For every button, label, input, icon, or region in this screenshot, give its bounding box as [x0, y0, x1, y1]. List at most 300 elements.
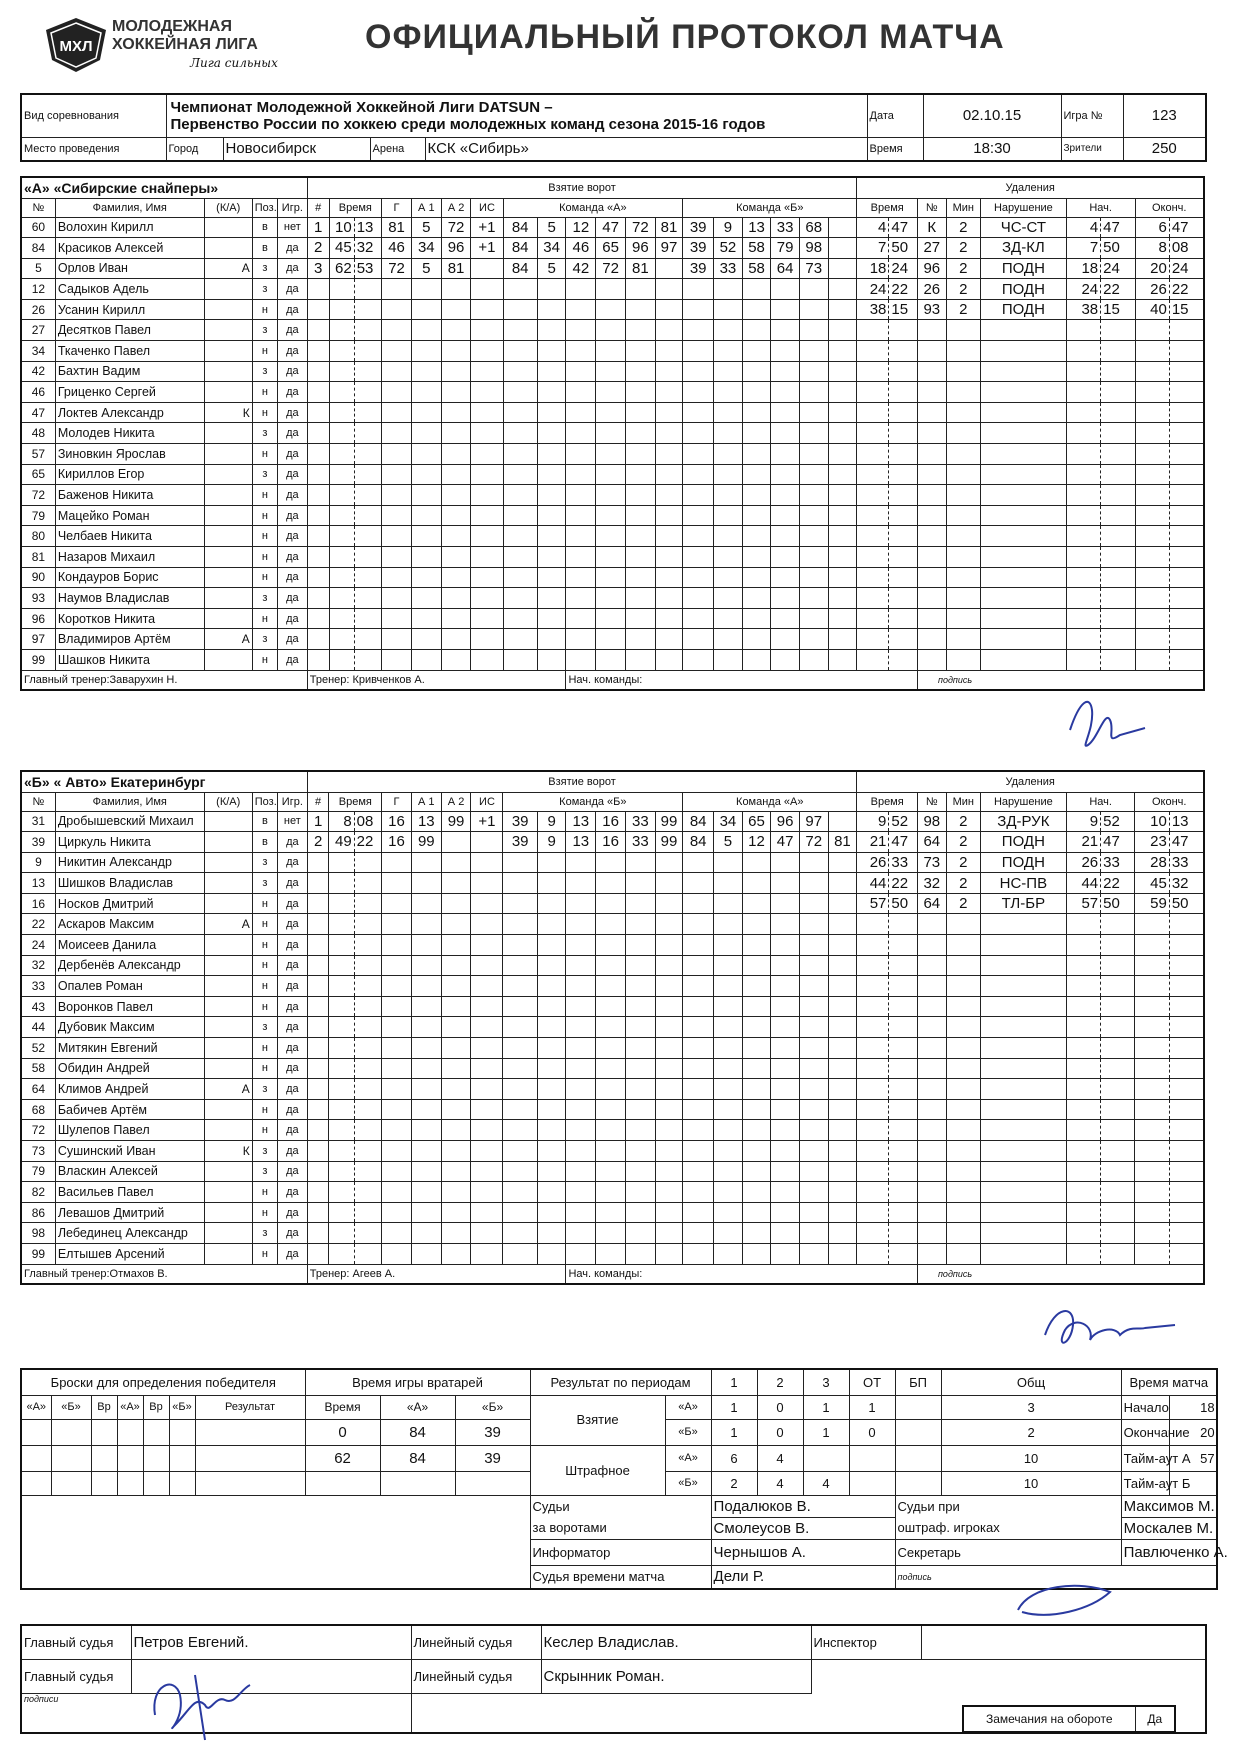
player-played: да — [277, 444, 307, 465]
penalty-player — [917, 1120, 946, 1141]
on-ice-other: 58 — [742, 258, 771, 279]
on-ice-own — [503, 341, 537, 362]
player-number: 42 — [21, 361, 55, 382]
penalty-start-sec — [1101, 1038, 1135, 1059]
penalty-violation — [980, 464, 1066, 485]
on-ice-own — [566, 567, 596, 588]
player-played: да — [277, 1017, 307, 1038]
player-name: Гриценко Сергей — [55, 382, 204, 403]
penalty-end-sec: 22 — [1169, 279, 1204, 300]
captain-mark — [204, 1243, 252, 1264]
goal-scorer — [382, 485, 412, 506]
on-ice-other — [799, 526, 828, 547]
penalty-player — [918, 444, 947, 465]
goal-scorer — [382, 444, 412, 465]
penalty-end-min — [1135, 526, 1169, 547]
player-name: Дубовик Максим — [55, 1017, 204, 1038]
period-header: ОТ — [849, 1369, 895, 1395]
penalty-seconds: 47 — [889, 217, 918, 238]
on-ice-other — [683, 423, 714, 444]
on-ice-other — [683, 402, 714, 423]
on-ice-other — [714, 464, 743, 485]
venue-label: Место проведения — [21, 137, 166, 161]
on-ice-own — [503, 567, 537, 588]
goal-number: 1 — [307, 811, 329, 832]
on-ice-other — [799, 423, 828, 444]
on-ice-own — [537, 629, 566, 650]
on-ice-other — [828, 1182, 857, 1203]
penalty-player — [917, 1099, 946, 1120]
on-ice-own — [503, 1017, 537, 1038]
penalty-length — [946, 1223, 980, 1244]
on-ice-other — [714, 526, 743, 547]
on-ice-own: 97 — [655, 238, 682, 259]
goal-seconds — [354, 1182, 381, 1203]
player-played: да — [277, 526, 307, 547]
penalty-minutes — [857, 1079, 889, 1100]
on-ice-own — [625, 976, 655, 997]
penalty-end-sec: 33 — [1169, 852, 1204, 873]
on-ice-own — [625, 402, 655, 423]
penalty-end-min — [1135, 1182, 1169, 1203]
penalty-end-min: 26 — [1135, 279, 1169, 300]
team-sign-label: подпись — [917, 1264, 1204, 1284]
period-goals-b — [895, 1419, 941, 1445]
spectators-value: 250 — [1123, 137, 1206, 161]
on-ice-other: 12 — [742, 832, 771, 853]
goal-situation — [471, 649, 503, 670]
penalty-length: 2 — [946, 217, 980, 238]
remarks-value: Да — [1135, 1706, 1175, 1732]
goal-number — [307, 976, 329, 997]
on-ice-own — [625, 914, 655, 935]
player-played: да — [277, 832, 307, 853]
penalty-end-min — [1135, 567, 1169, 588]
pen-judges-label: Судьи при — [895, 1495, 1121, 1517]
period-header: 3 — [803, 1369, 849, 1395]
penalty-length — [946, 423, 980, 444]
player-played: да — [277, 1038, 307, 1059]
player-row — [21, 996, 1204, 1017]
penalty-player: 32 — [917, 873, 946, 894]
player-row — [21, 382, 1204, 403]
on-ice-other — [799, 1079, 828, 1100]
captain-mark — [204, 1017, 252, 1038]
on-ice-own — [625, 588, 655, 609]
on-ice-other — [771, 852, 800, 873]
on-ice-own — [625, 505, 655, 526]
player-number: 32 — [21, 955, 55, 976]
captain-mark — [204, 649, 252, 670]
on-ice-other — [742, 361, 771, 382]
on-ice-own — [625, 608, 655, 629]
period-goals-a — [895, 1395, 941, 1419]
on-ice-own — [655, 299, 682, 320]
goal-situation — [471, 1079, 503, 1100]
on-ice-own — [566, 464, 596, 485]
competition-line2: Первенство России по хоккею среди молодежных команд сезона 2015-16 годов — [170, 115, 766, 133]
on-ice-other — [828, 505, 857, 526]
goal-scorer — [382, 588, 412, 609]
on-ice-own — [566, 444, 596, 465]
head-referee-1: Петров Евгений. — [131, 1625, 411, 1659]
penalty-seconds — [889, 1079, 918, 1100]
player-row — [21, 505, 1204, 526]
penalty-end-min — [1135, 382, 1169, 403]
on-ice-other — [828, 1079, 857, 1100]
on-ice-own — [503, 1161, 537, 1182]
player-position: з — [252, 1161, 277, 1182]
on-ice-own — [655, 935, 682, 956]
period-pen-a: 10 — [941, 1445, 1121, 1471]
assist-1: 5 — [411, 258, 441, 279]
assist-1 — [411, 567, 441, 588]
goal-situation — [471, 873, 503, 894]
on-ice-own — [566, 1120, 596, 1141]
on-ice-other — [828, 1038, 857, 1059]
on-ice-own — [655, 893, 682, 914]
goal-situation — [471, 485, 503, 506]
on-ice-own: 16 — [596, 832, 626, 853]
penalty-violation — [980, 1141, 1066, 1162]
on-ice-other: 34 — [714, 811, 743, 832]
player-name: Моисеев Данила — [55, 935, 204, 956]
date-label: Дата — [867, 94, 923, 137]
start-label: Начало — [1121, 1395, 1169, 1419]
on-ice-other — [683, 485, 714, 506]
player-number: 33 — [21, 976, 55, 997]
penalty-minutes — [857, 1223, 889, 1244]
on-ice-own — [596, 1017, 626, 1038]
on-ice-own — [537, 423, 566, 444]
penalty-seconds — [889, 996, 918, 1017]
player-position: н — [252, 485, 277, 506]
goal-scorer: 16 — [382, 832, 412, 853]
player-position: з — [252, 464, 277, 485]
goal-seconds — [354, 279, 381, 300]
goal-seconds — [354, 526, 381, 547]
goal-seconds — [354, 955, 381, 976]
on-ice-own — [537, 1223, 566, 1244]
on-ice-other — [771, 996, 800, 1017]
on-ice-other: 64 — [771, 258, 800, 279]
on-ice-own — [596, 320, 626, 341]
penalty-length — [946, 996, 980, 1017]
on-ice-other — [828, 588, 857, 609]
goal-minutes — [329, 485, 354, 506]
player-row — [21, 464, 1204, 485]
officials-sign-label: подпись — [895, 1565, 1217, 1589]
goal-minutes — [329, 320, 354, 341]
logo-badge-text: МХЛ — [59, 38, 93, 55]
captain-mark — [204, 955, 252, 976]
on-ice-own — [566, 402, 596, 423]
penalty-end-sec — [1169, 1223, 1204, 1244]
player-number: 27 — [21, 320, 55, 341]
penalty-end-sec — [1169, 485, 1204, 506]
on-ice-other — [799, 1038, 828, 1059]
goal-minutes — [329, 588, 354, 609]
shootout-column: «А» — [117, 1395, 143, 1419]
on-ice-own — [503, 1120, 537, 1141]
penalty-violation: НС-ПВ — [980, 873, 1066, 894]
on-ice-own — [625, 485, 655, 506]
shootout-cell — [117, 1419, 143, 1445]
penalty-seconds — [889, 464, 918, 485]
on-ice-own — [566, 1182, 596, 1203]
player-played: да — [277, 279, 307, 300]
timekeeper: Дели Р. — [711, 1565, 895, 1589]
player-row — [21, 976, 1204, 997]
head-coach: Главный тренер:Отмахов В. — [21, 1264, 307, 1284]
player-number: 68 — [21, 1099, 55, 1120]
on-ice-other — [742, 526, 771, 547]
penalty-length — [946, 547, 980, 568]
assist-2 — [441, 547, 471, 568]
player-position: н — [252, 402, 277, 423]
on-ice-own — [596, 485, 626, 506]
penalty-violation: ПОДН — [980, 852, 1066, 873]
penalty-end-sec — [1169, 608, 1204, 629]
penalty-end-min — [1135, 402, 1169, 423]
penalty-player — [917, 1182, 946, 1203]
player-position: з — [252, 279, 277, 300]
goal-situation — [471, 526, 503, 547]
on-ice-own — [596, 1079, 626, 1100]
penalty-start-min — [1066, 649, 1100, 670]
penalty-start-min: 57 — [1066, 893, 1100, 914]
penalty-length — [946, 567, 980, 588]
assist-2 — [441, 1079, 471, 1100]
on-ice-own — [596, 1161, 626, 1182]
penalty-start-sec — [1101, 1223, 1135, 1244]
penalty-start-sec — [1101, 361, 1135, 382]
goal-number — [307, 873, 329, 894]
captain-mark: А — [204, 258, 252, 279]
penalty-seconds — [889, 485, 918, 506]
player-row — [21, 1182, 1204, 1203]
assist1-header: А 1 — [411, 792, 441, 811]
on-ice-other — [683, 1141, 714, 1162]
other-team-header: Команда «А» — [683, 792, 857, 811]
on-ice-other — [771, 1182, 800, 1203]
logo-line2: ХОККЕЙНАЯ ЛИГА — [112, 36, 258, 53]
on-ice-own — [655, 423, 682, 444]
on-ice-own: 9 — [537, 811, 566, 832]
goal-scorer — [382, 1017, 412, 1038]
captain-mark — [204, 996, 252, 1017]
num-header: № — [21, 792, 55, 811]
goal-seconds: 32 — [354, 238, 381, 259]
goal-judge-2: Смолеусов В. — [711, 1517, 895, 1539]
assist-2 — [441, 832, 471, 853]
penalty-minutes — [857, 976, 889, 997]
goal-number — [307, 505, 329, 526]
on-ice-other — [771, 402, 800, 423]
team-a-mark: «А» — [665, 1445, 711, 1471]
goal-situation: +1 — [471, 811, 503, 832]
on-ice-other — [828, 1243, 857, 1264]
assist-2 — [441, 320, 471, 341]
player-number: 58 — [21, 1058, 55, 1079]
on-ice-other — [799, 608, 828, 629]
goal-number — [307, 547, 329, 568]
goal-situation — [471, 279, 503, 300]
on-ice-other — [799, 444, 828, 465]
end-hour: 20 — [1169, 1419, 1217, 1445]
penalty-length — [946, 588, 980, 609]
penalty-length — [946, 485, 980, 506]
penalty-player — [918, 423, 947, 444]
penalty-violation — [980, 1161, 1066, 1182]
player-row — [21, 588, 1204, 609]
player-row — [21, 914, 1204, 935]
goal-minutes — [329, 1058, 354, 1079]
penalty-start-sec — [1101, 608, 1135, 629]
goal-seconds — [354, 996, 381, 1017]
on-ice-other — [771, 320, 800, 341]
penalty-start-sec: 47 — [1101, 217, 1135, 238]
on-ice-own — [596, 341, 626, 362]
penalty-minutes — [857, 464, 889, 485]
on-ice-other — [828, 1017, 857, 1038]
on-ice-own — [503, 1141, 537, 1162]
penalty-start-min — [1066, 547, 1100, 568]
penalty-player — [918, 341, 947, 362]
penalty-player — [918, 464, 947, 485]
on-ice-own — [655, 1141, 682, 1162]
penalty-end-sec — [1169, 649, 1204, 670]
goal-seconds: 13 — [354, 217, 381, 238]
on-ice-other — [771, 361, 800, 382]
on-ice-own — [566, 1223, 596, 1244]
on-ice-own — [625, 382, 655, 403]
penalty-seconds — [889, 444, 918, 465]
on-ice-own — [503, 402, 537, 423]
player-played: да — [277, 1182, 307, 1203]
penalty-violation — [980, 505, 1066, 526]
on-ice-own — [503, 996, 537, 1017]
goal-scorer — [382, 914, 412, 935]
penalty-player: 73 — [917, 852, 946, 873]
on-ice-other — [714, 914, 743, 935]
pen-start-header: Нач. — [1066, 198, 1135, 217]
on-ice-own — [596, 976, 626, 997]
goal-scorer — [382, 1141, 412, 1162]
on-ice-other — [742, 341, 771, 362]
on-ice-other — [799, 1161, 828, 1182]
goal-minutes — [329, 1079, 354, 1100]
penalty-start-min — [1066, 505, 1100, 526]
penalty-player — [918, 505, 947, 526]
on-ice-own — [655, 1099, 682, 1120]
goal-num-header: # — [307, 198, 329, 217]
on-ice-own — [596, 464, 626, 485]
assist-2 — [441, 505, 471, 526]
on-ice-own — [625, 320, 655, 341]
blank-cell — [411, 1693, 811, 1733]
penalty-seconds: 22 — [889, 873, 918, 894]
assist-1 — [411, 1017, 441, 1038]
player-number: 44 — [21, 1017, 55, 1038]
player-row — [21, 423, 1204, 444]
on-ice-own — [566, 1058, 596, 1079]
penalty-end-min — [1135, 1161, 1169, 1182]
on-ice-other — [683, 1038, 714, 1059]
goal-judges-label: Судьи — [530, 1495, 711, 1517]
on-ice-own: 99 — [655, 832, 682, 853]
player-played: да — [277, 935, 307, 956]
penalty-start-sec: 47 — [1101, 832, 1135, 853]
penalty-end-sec — [1169, 1243, 1204, 1264]
assist-2 — [441, 1120, 471, 1141]
on-ice-other: 5 — [714, 832, 743, 853]
penalty-violation — [980, 320, 1066, 341]
penalty-seconds — [889, 629, 918, 650]
player-number: 12 — [21, 279, 55, 300]
on-ice-own — [625, 1141, 655, 1162]
player-played: да — [277, 1243, 307, 1264]
assist-2 — [441, 526, 471, 547]
goal-minutes — [329, 526, 354, 547]
penalty-minutes — [857, 444, 889, 465]
player-number: 81 — [21, 547, 55, 568]
assist-2 — [441, 955, 471, 976]
on-ice-other — [742, 299, 771, 320]
assist-1 — [411, 1058, 441, 1079]
on-ice-own — [655, 914, 682, 935]
on-ice-other — [828, 1202, 857, 1223]
assist-1 — [411, 1141, 441, 1162]
on-ice-own: 72 — [625, 217, 655, 238]
on-ice-own: 5 — [537, 217, 566, 238]
penalty-seconds: 15 — [889, 299, 918, 320]
player-played: да — [277, 320, 307, 341]
team-title-row — [21, 177, 1204, 198]
player-name: Бабичев Артём — [55, 1099, 204, 1120]
on-ice-other — [799, 955, 828, 976]
on-ice-own — [503, 935, 537, 956]
penalty-start-min — [1066, 914, 1100, 935]
assist-1 — [411, 361, 441, 382]
on-ice-own — [625, 547, 655, 568]
assist-2 — [441, 1223, 471, 1244]
penalty-start-min: 21 — [1066, 832, 1100, 853]
on-ice-other — [714, 320, 743, 341]
on-ice-other — [799, 976, 828, 997]
on-ice-other — [683, 1182, 714, 1203]
penalty-start-sec — [1101, 444, 1135, 465]
on-ice-own — [625, 1079, 655, 1100]
on-ice-other — [683, 1223, 714, 1244]
penalty-start-sec — [1101, 1202, 1135, 1223]
penalty-end-sec — [1169, 1079, 1204, 1100]
team-chief: Нач. команды: — [566, 670, 918, 690]
penalty-start-sec — [1101, 588, 1135, 609]
penalty-start-min — [1066, 382, 1100, 403]
penalty-end-min: 40 — [1135, 299, 1169, 320]
player-row — [21, 629, 1204, 650]
penalty-seconds — [889, 1223, 918, 1244]
assist-1 — [411, 402, 441, 423]
penalty-violation — [980, 526, 1066, 547]
period-pen-b: 2 — [711, 1471, 757, 1495]
on-ice-own — [625, 1099, 655, 1120]
on-ice-own — [625, 1223, 655, 1244]
on-ice-own: 96 — [625, 238, 655, 259]
player-row — [21, 852, 1204, 873]
on-ice-own — [625, 629, 655, 650]
